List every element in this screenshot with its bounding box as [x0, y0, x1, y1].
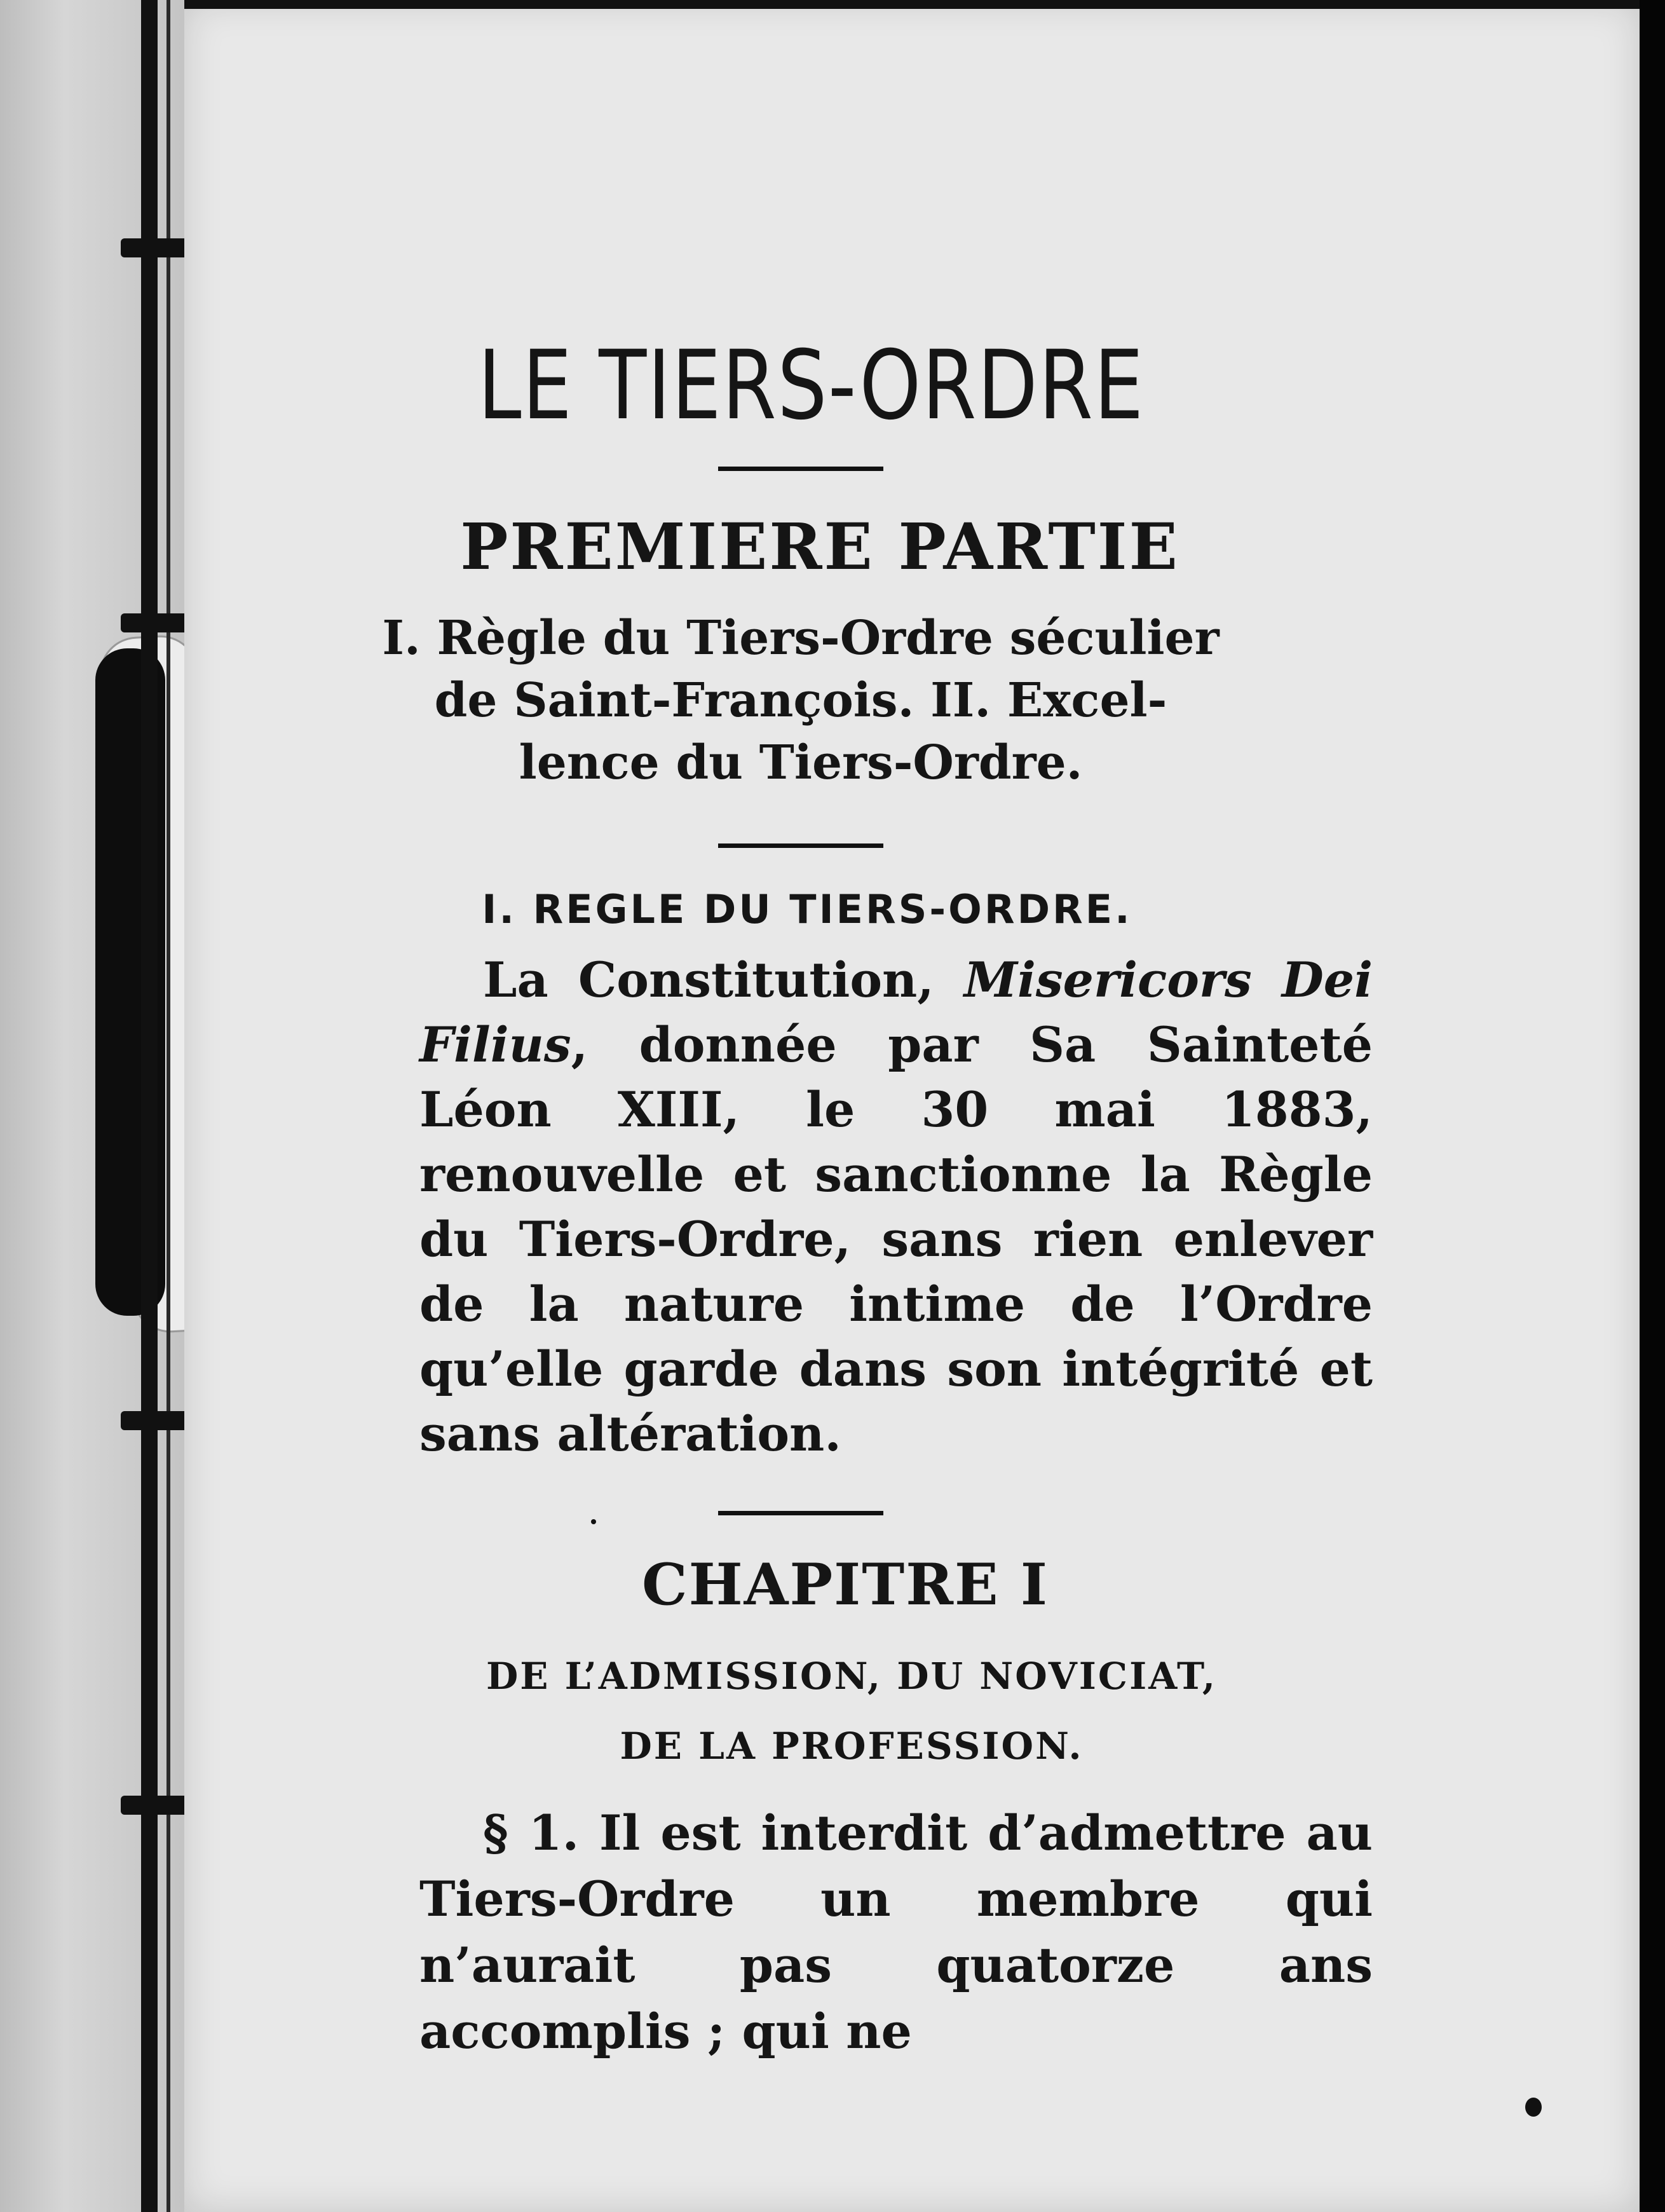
- binding-stitch: [121, 613, 191, 632]
- intro-paragraph: [419, 948, 1373, 1466]
- binding-thread: [141, 0, 158, 2212]
- page-title: LE TIERS-ORDRE: [477, 331, 1145, 441]
- book-spine: [0, 0, 184, 2212]
- chapter-subtitle-line: DE LA PROFESSION.: [620, 1724, 1084, 1768]
- chapter-subtitle: [229, 1641, 1373, 1781]
- section-heading: I. REGLE DU TIERS-ORDRE.: [482, 886, 1132, 932]
- intro-suffix: , donnée par Sa Sainteté Léon XIII, le 30 mai 1883, renouvelle et sanctionne la Règle du Tiers-Ordre, sans rien enlever de la nature intime de l’Ordre qu’elle garde dans son intégrité et sans altération.: [419, 1016, 1373, 1462]
- binding-stitch: [121, 238, 191, 257]
- chapter-heading: CHAPITRE I: [641, 1551, 1049, 1618]
- chapter-subtitle-line: DE L’ADMISSION, DU NOVICIAT,: [486, 1655, 1218, 1698]
- binding-edge: [166, 0, 170, 2212]
- part-heading: PREMIERE PARTIE: [460, 509, 1179, 584]
- part-summary: [229, 607, 1373, 794]
- page-text: [229, 331, 1373, 2065]
- divider-rule: [718, 843, 883, 848]
- ink-speck: [591, 1519, 596, 1524]
- divider-rule: [718, 467, 883, 471]
- page-top-edge: [184, 0, 1640, 9]
- summary-line: I. Règle du Tiers-Ordre séculier: [382, 611, 1220, 666]
- summary-line: de Saint-François. II. Excel-: [434, 673, 1167, 728]
- constitution-title: Misericors Dei Filius: [419, 952, 1373, 1073]
- binding-stitch: [121, 1411, 191, 1430]
- divider-rule: [718, 1511, 883, 1515]
- summary-line: lence du Tiers-Ordre.: [519, 735, 1083, 790]
- intro-prefix: La Constitution,: [483, 952, 964, 1008]
- article-paragraph: § 1. Il est interdit d’admettre au Tiers-Ordre un membre qui n’aurait pas quatorze ans accomplis ; qui ne: [419, 1805, 1373, 2059]
- ink-speck: [1525, 2098, 1542, 2117]
- page-right-edge: [1640, 0, 1665, 2212]
- binding-stitch: [121, 1796, 191, 1815]
